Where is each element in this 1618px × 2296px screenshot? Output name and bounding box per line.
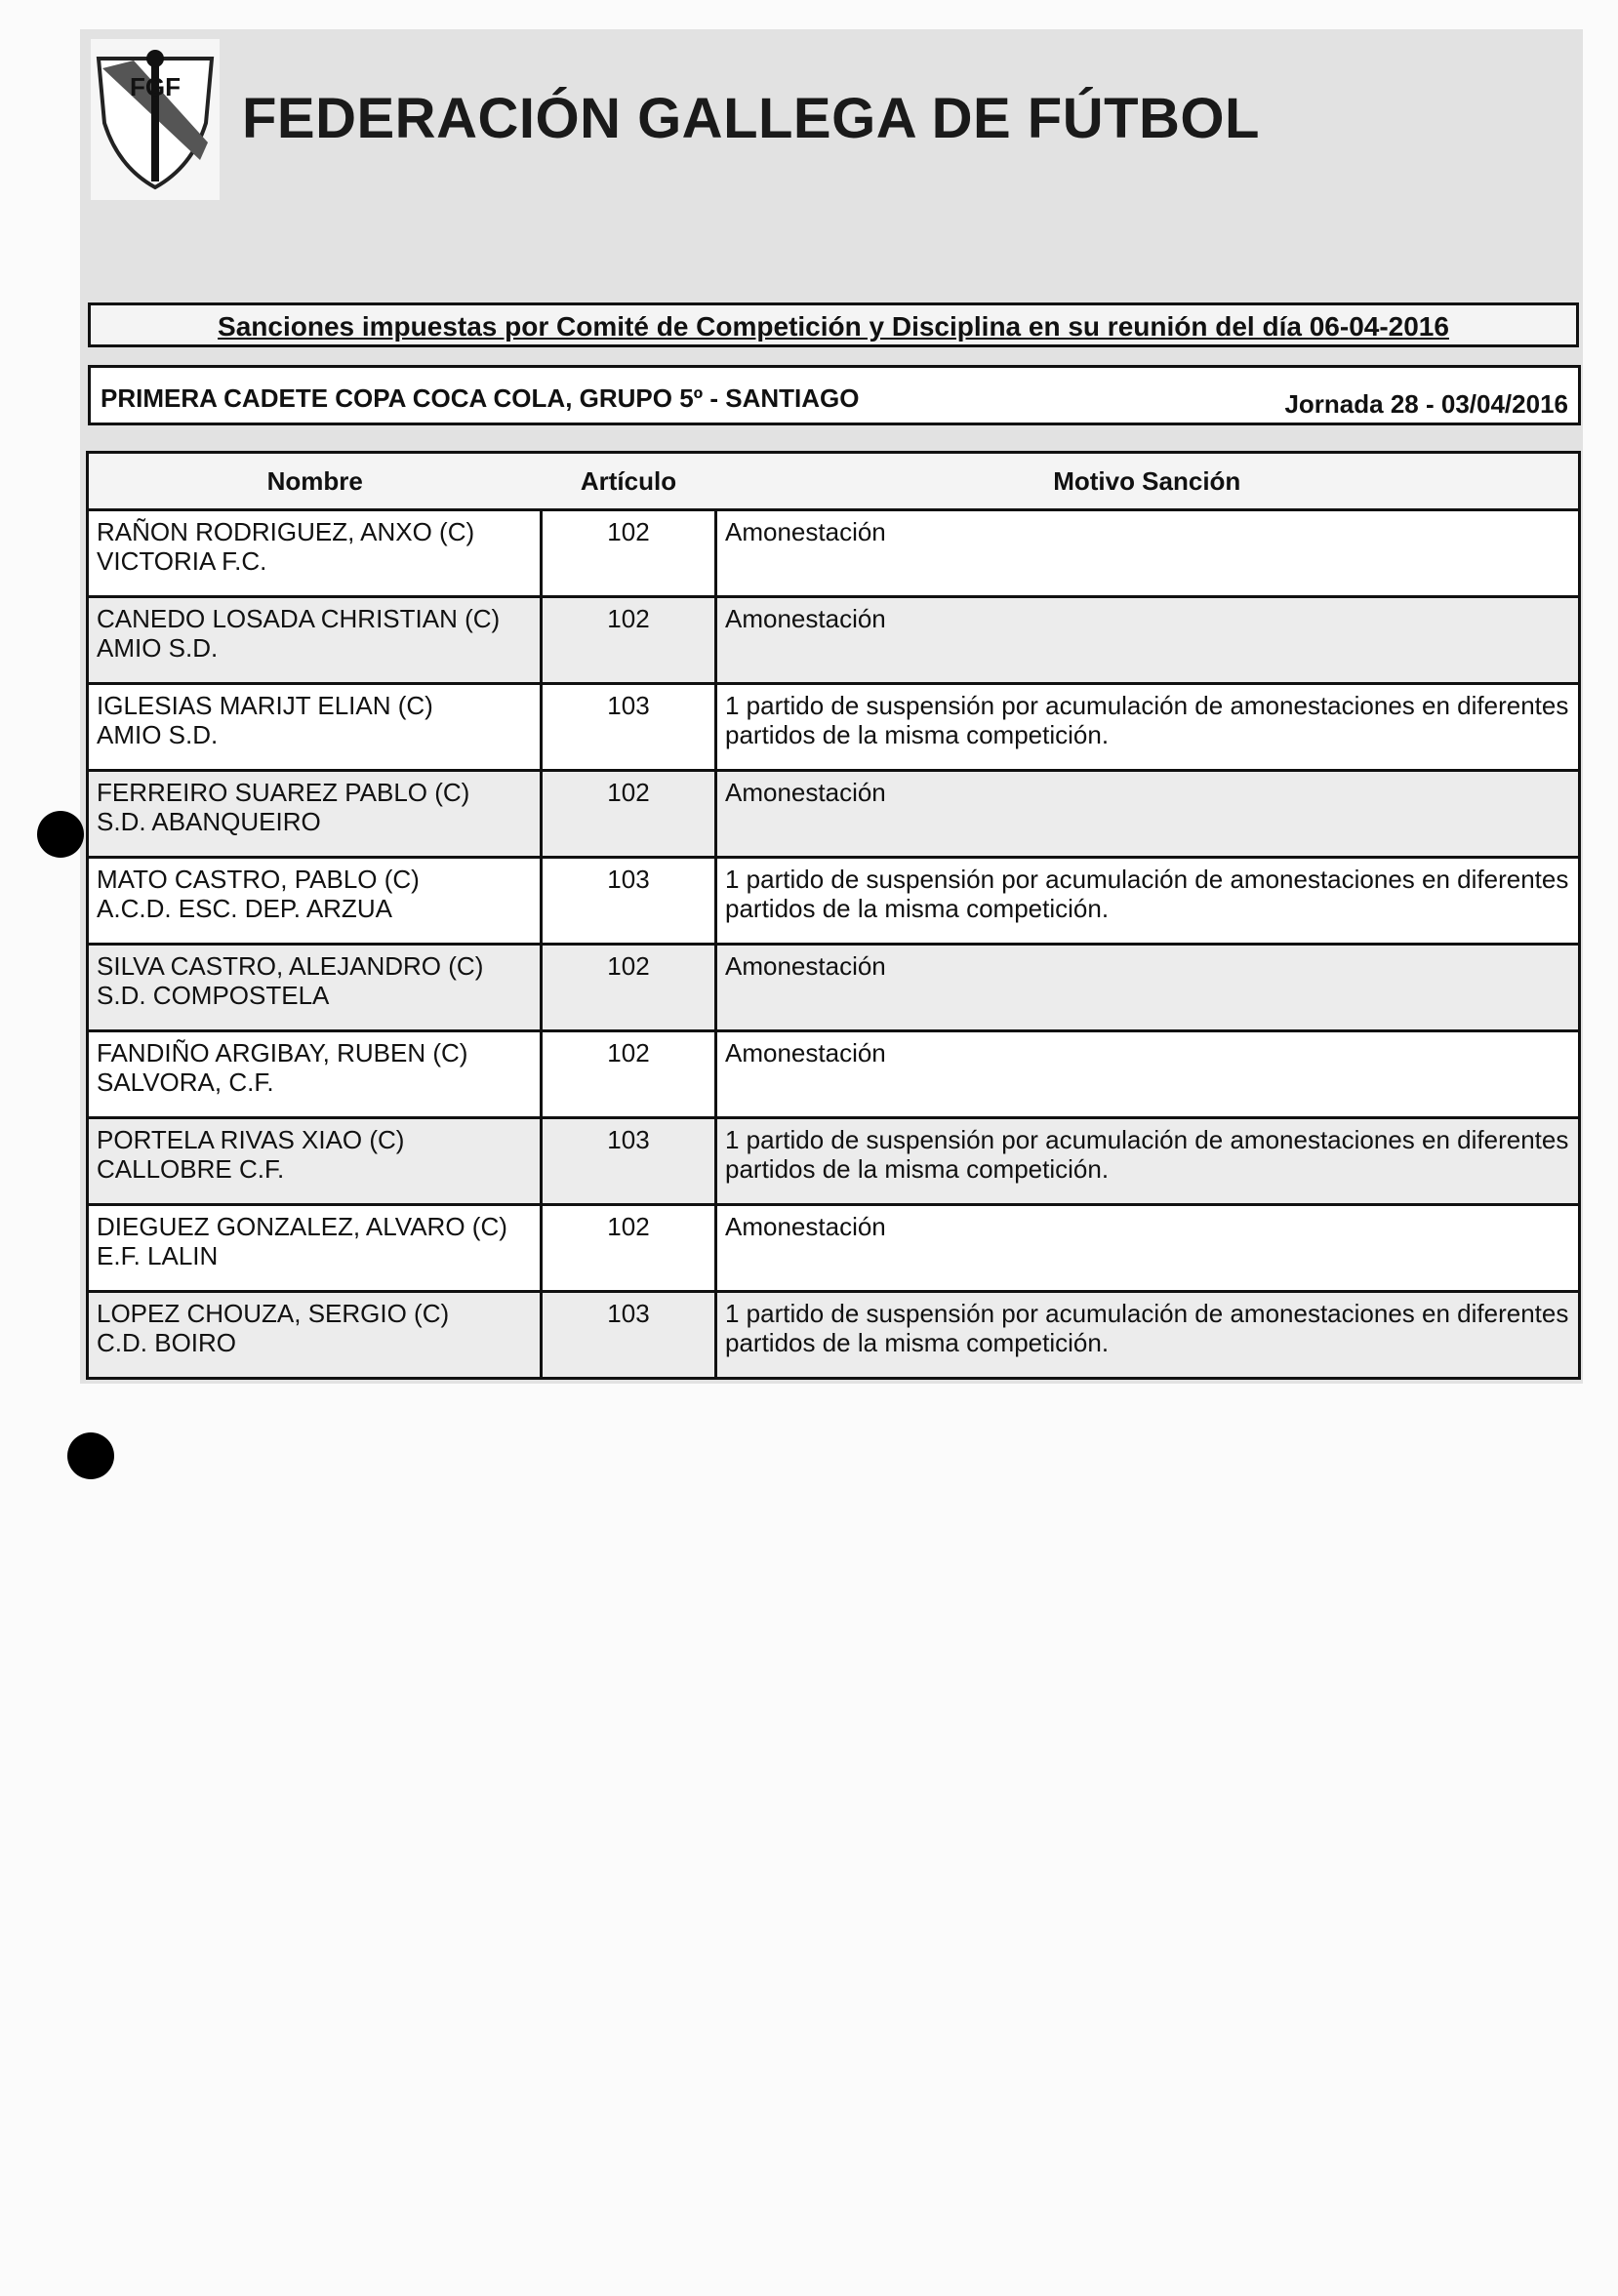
header-reason: Motivo Sanción	[716, 453, 1580, 510]
article-cell: 103	[542, 1292, 716, 1379]
article-cell: 102	[542, 1031, 716, 1118]
svg-text:FGF: FGF	[130, 72, 181, 101]
article-cell: 102	[542, 1205, 716, 1292]
table-row	[88, 597, 1580, 684]
reason-cell: Amonestación	[716, 771, 1580, 858]
club-name: CALLOBRE C.F.	[97, 1154, 285, 1184]
player-name: DIEGUEZ GONZALEZ, ALVARO (C)	[97, 1212, 507, 1241]
club-name: AMIO S.D.	[97, 633, 219, 663]
table-row	[88, 858, 1580, 945]
article-cell: 102	[542, 771, 716, 858]
reason-cell: 1 partido de suspensión por acumulación de amonestaciones en diferentes partidos de la misma competición.	[716, 1118, 1580, 1205]
table-row	[88, 1292, 1580, 1379]
table-row	[88, 771, 1580, 858]
club-name: C.D. BOIRO	[97, 1328, 237, 1357]
table-header	[88, 453, 1580, 510]
article-cell: 103	[542, 684, 716, 771]
page-title: FEDERACIÓN GALLEGA DE FÚTBOL	[242, 87, 1260, 150]
player-name: FERREIRO SUAREZ PABLO (C)	[97, 778, 470, 807]
club-name: A.C.D. ESC. DEP. ARZUA	[97, 894, 392, 923]
matchday: Jornada 28 - 03/04/2016	[1284, 389, 1568, 419]
table-row	[88, 1031, 1580, 1118]
player-cell	[88, 945, 542, 1031]
reason-cell: 1 partido de suspensión por acumulación de amonestaciones en diferentes partidos de la misma competición.	[716, 858, 1580, 945]
player-cell	[88, 1031, 542, 1118]
punch-hole	[37, 811, 84, 858]
player-name: FANDIÑO ARGIBAY, RUBEN (C)	[97, 1038, 468, 1067]
player-cell	[88, 510, 542, 597]
article-cell: 102	[542, 945, 716, 1031]
club-name: S.D. COMPOSTELA	[97, 981, 330, 1010]
player-cell	[88, 684, 542, 771]
reason-cell: Amonestación	[716, 945, 1580, 1031]
player-cell	[88, 1292, 542, 1379]
sanctions-title: Sanciones impuestas por Comité de Competición y Disciplina en su reunión del día 06-04-2016	[218, 311, 1449, 342]
article-cell: 103	[542, 1118, 716, 1205]
club-name: AMIO S.D.	[97, 720, 219, 749]
table-row	[88, 1205, 1580, 1292]
shield-icon	[95, 45, 216, 191]
player-name: CANEDO LOSADA CHRISTIAN (C)	[97, 604, 501, 633]
header-name: Nombre	[88, 453, 542, 510]
player-name: LOPEZ CHOUZA, SERGIO (C)	[97, 1299, 450, 1328]
club-name: SALVORA, C.F.	[97, 1067, 274, 1097]
club-name: E.F. LALIN	[97, 1241, 219, 1270]
article-cell: 103	[542, 858, 716, 945]
player-cell	[88, 1205, 542, 1292]
reason-cell: Amonestación	[716, 510, 1580, 597]
reason-cell: 1 partido de suspensión por acumulación de amonestaciones en diferentes partidos de la misma competición.	[716, 684, 1580, 771]
club-name: VICTORIA F.C.	[97, 546, 267, 576]
player-cell	[88, 771, 542, 858]
player-cell	[88, 858, 542, 945]
reason-cell: 1 partido de suspensión por acumulación de amonestaciones en diferentes partidos de la misma competición.	[716, 1292, 1580, 1379]
player-name: MATO CASTRO, PABLO (C)	[97, 865, 420, 894]
player-name: IGLESIAS MARIJT ELIAN (C)	[97, 691, 433, 720]
table-row	[88, 1118, 1580, 1205]
reason-cell: Amonestación	[716, 1031, 1580, 1118]
competition-box	[88, 365, 1581, 425]
table-row	[88, 684, 1580, 771]
reason-cell: Amonestación	[716, 1205, 1580, 1292]
player-name: SILVA CASTRO, ALEJANDRO (C)	[97, 951, 484, 981]
player-name: PORTELA RIVAS XIAO (C)	[97, 1125, 405, 1154]
header-article: Artículo	[542, 453, 716, 510]
competition-name: PRIMERA CADETE COPA COCA COLA, GRUPO 5º - SANTIAGO	[101, 383, 860, 413]
player-name: RAÑON RODRIGUEZ, ANXO (C)	[97, 517, 475, 546]
article-cell: 102	[542, 597, 716, 684]
table-row	[88, 510, 1580, 597]
punch-hole	[67, 1432, 114, 1479]
article-cell: 102	[542, 510, 716, 597]
reason-cell: Amonestación	[716, 597, 1580, 684]
federation-logo	[91, 39, 220, 200]
sanctions-table	[86, 451, 1581, 1380]
player-cell	[88, 1118, 542, 1205]
player-cell	[88, 597, 542, 684]
table-row	[88, 945, 1580, 1031]
club-name: S.D. ABANQUEIRO	[97, 807, 321, 836]
sanctions-title-box	[88, 302, 1579, 347]
